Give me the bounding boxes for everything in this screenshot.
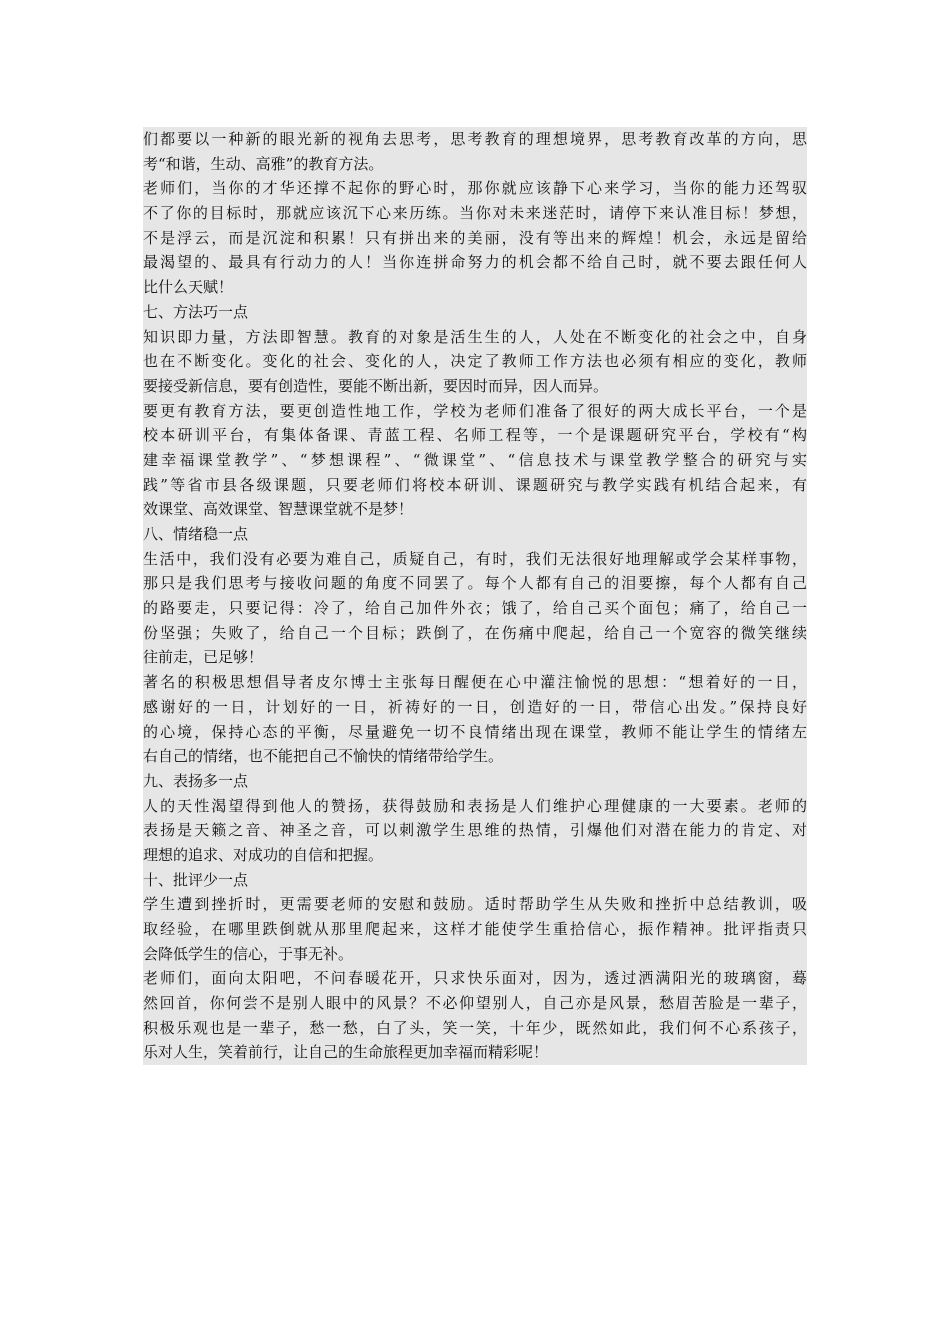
text-line: 右自己的情绪，也不能把自己不愉快的情绪带给学生。 [143, 747, 504, 766]
text-line: 理想的追求、对成功的自信和把握。 [143, 845, 384, 864]
text-line: 知识即力量，方法即智慧。教育的对象是活生生的人，人处在不断变化的社会之中，自身 [143, 327, 807, 346]
text-line: 要更有教育方法，要更创造性地工作，学校为老师们准备了很好的两大成长平台，一个是 [143, 401, 807, 420]
text-line: 比什么天赋！ [143, 278, 234, 297]
text-line: 建幸福课堂教学”、“梦想课程”、“微课堂”、“信息技术与课堂教学整合的研究与实 [143, 450, 807, 469]
text-line: 最渴望的、最具有行动力的人！当你连拼命努力的机会都不给自己时，就不要去跟任何人 [143, 253, 807, 272]
text-line: 要接受新信息，要有创造性，要能不断出新，要因时而异，因人而异。 [143, 376, 609, 395]
text-line: 表扬是天籁之音、神圣之音，可以刺激学生思维的热情，引爆他们对潜在能力的肯定、对 [143, 821, 807, 840]
text-line: 们都要以一种新的眼光新的视角去思考，思考教育的理想境界，思考教育改革的方向，思 [143, 130, 807, 148]
section-heading: 七、方法巧一点 [143, 302, 249, 321]
text-line: 校本研训平台，有集体备课、青蓝工程、名师工程等，一个是课题研究平台，学校有“构 [143, 426, 807, 445]
text-line: 然回首，你何尝不是别人眼中的风景？不必仰望别人，自己亦是风景，愁眉苦脸是一辈子， [143, 994, 807, 1013]
text-line: 人的天性渴望得到他人的赞扬，获得鼓励和表扬是人们维护心理健康的一大要素。老师的 [143, 796, 807, 815]
document-body [143, 127, 807, 1065]
text-line: 的路要走，只要记得：冷了，给自己加件外衣；饿了，给自己买个面包；痛了，给自己一 [143, 599, 807, 618]
text-line: 取经验，在哪里跌倒就从那里爬起来，这样才能使学生重拾信心，振作精神。批评指责只 [143, 920, 807, 938]
text-line: 份坚强；失败了，给自己一个目标；跌倒了，在伤痛中爬起，给自己一个宽容的微笑继续 [143, 623, 807, 642]
text-line: 往前走，已足够！ [143, 648, 264, 667]
text-line: 践”等省市县各级课题，只要老师们将校本研训、课题研究与教学实践有机结合起来，有 [143, 475, 807, 494]
text-line: 效课堂、高效课堂、智慧课堂就不是梦！ [143, 500, 414, 519]
section-heading: 八、情绪稳一点 [143, 525, 249, 543]
text-line: 学生遭到挫折时，更需要老师的安慰和鼓励。适时帮助学生从失败和挫折中总结教训，吸 [143, 895, 807, 914]
text-line: 不是浮云，而是沉淀和积累！只有拼出来的美丽，没有等出来的辉煌！机会，永远是留给 [143, 228, 807, 247]
text-line: 著名的积极思想倡导者皮尔博士主张每日醒便在心中灌注愉悦的思想：“想着好的一日， [143, 673, 807, 692]
text-line: 也在不断变化。变化的社会、变化的人，决定了教师工作方法也必须有相应的变化，教师 [143, 352, 807, 371]
text-line: 老师们，当你的才华还撑不起你的野心时，那你就应该静下心来学习，当你的能力还驾驭 [143, 179, 807, 198]
text-line: 那只是我们思考与接收问题的角度不同罢了。每个人都有自己的泪要擦，每个人都有自己 [143, 574, 807, 593]
section-heading: 九、表扬多一点 [143, 771, 249, 790]
text-line: 积极乐观也是一辈子，愁一愁，白了头，笑一笑，十年少，既然如此，我们何不心系孩子， [143, 1018, 807, 1037]
text-line: 考“和谐，生动、高雅”的教育方法。 [143, 154, 384, 173]
text-line: 生活中，我们没有必要为难自己，质疑自己，有时，我们无法很好地理解或学会某样事物， [143, 549, 807, 568]
section-heading: 十、批评少一点 [143, 870, 249, 889]
text-line: 乐对人生，笑着前行，让自己的生命旅程更加幸福而精彩呢！ [143, 1043, 549, 1062]
text-line: 老师们，面向太阳吧，不问春暖花开，只求快乐面对，因为，透过洒满阳光的玻璃窗，蓦 [143, 969, 807, 988]
text-line: 不了你的目标时，那就应该沉下心来历练。当你对未来迷茫时，请停下来认准目标！梦想， [143, 204, 807, 223]
text-line: 会降低学生的信心，于事无补。 [143, 944, 354, 963]
text-line: 的心境，保持心态的平衡，尽量避免一切不良情绪出现在课堂，教师不能让学生的情绪左 [143, 722, 807, 741]
text-line: 感谢好的一日，计划好的一日，祈祷好的一日，创造好的一日，带信心出发。”保持良好 [143, 697, 807, 716]
